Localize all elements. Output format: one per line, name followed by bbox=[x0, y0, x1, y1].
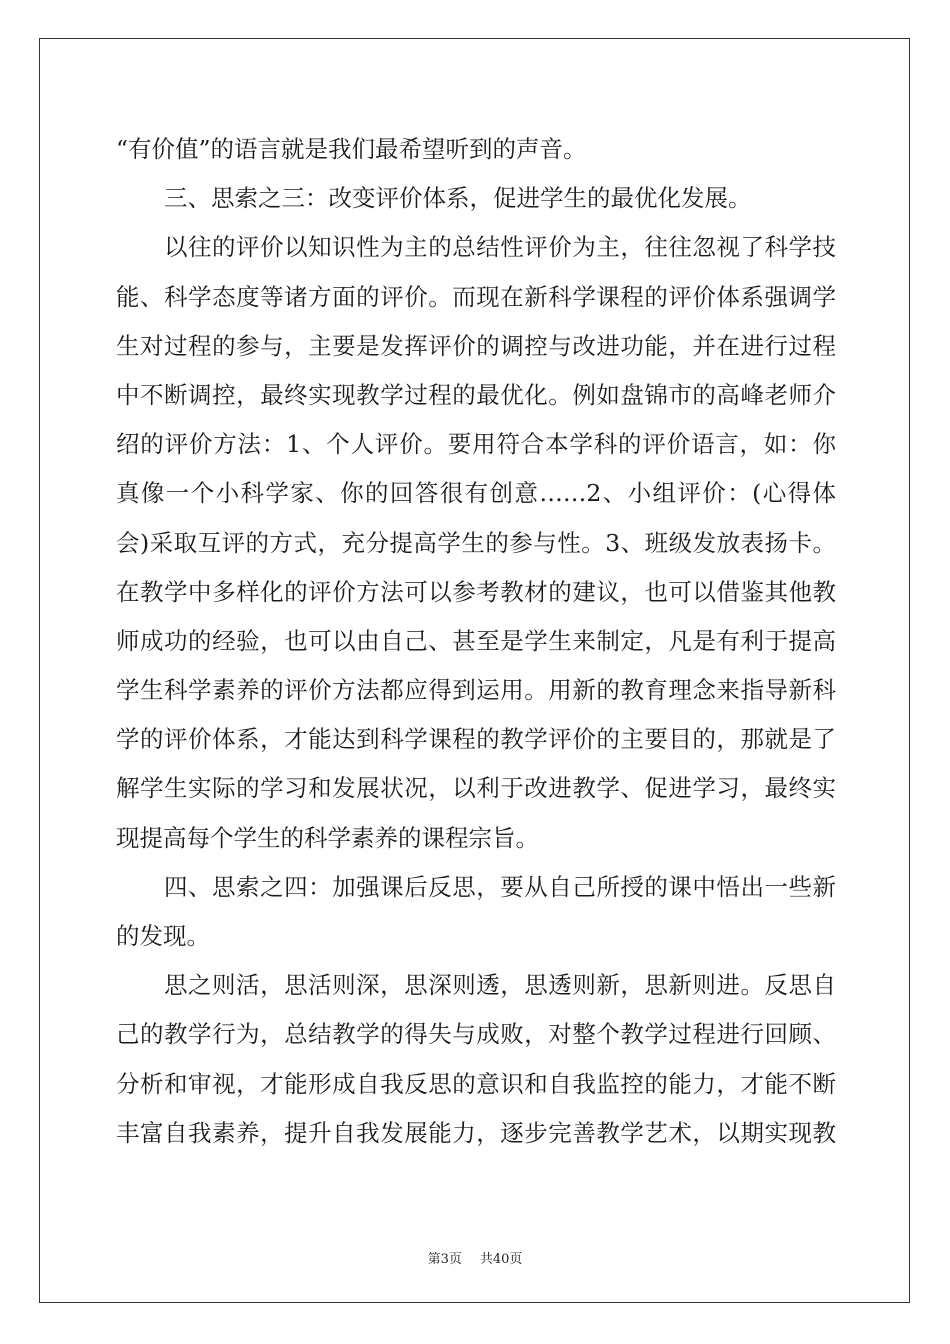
page-total: 共40页 bbox=[479, 1252, 523, 1267]
text-line: 中不断调控，最终实现教学过程的最优化。例如盘锦市的高峰老师介 bbox=[116, 380, 836, 409]
text-line: 分析和审视，才能形成自我反思的意识和自我监控的能力，才能不断 bbox=[116, 1069, 836, 1098]
text-line: 绍的评价方法：1、个人评价。要用符合本学科的评价语言，如：你 bbox=[116, 430, 836, 459]
text-line: 能、科学态度等诸方面的评价。而现在新科学课程的评价体系强调学 bbox=[116, 282, 836, 311]
text-line: 三、思索之三：改变评价体系，促进学生的最优化发展。 bbox=[164, 184, 752, 213]
text-line: 学生科学素养的评价方法都应得到运用。用新的教育理念来指导新科 bbox=[116, 676, 836, 705]
page-number: 第3页 bbox=[427, 1252, 462, 1267]
text-line: 在教学中多样化的评价方法可以参考教材的建议，也可以借鉴其他教 bbox=[116, 577, 836, 606]
text-line: 学的评价体系，才能达到科学课程的教学评价的主要目的，那就是了 bbox=[116, 725, 836, 754]
text-line: 己的教学行为，总结教学的得失与成败，对整个教学过程进行回顾、 bbox=[116, 1020, 836, 1049]
text-line: 生对过程的参与，主要是发挥评价的调控与改进功能，并在进行过程 bbox=[116, 331, 836, 360]
text-line: 丰富自我素养，提升自我发展能力，逐步完善教学艺术，以期实现教 bbox=[116, 1118, 836, 1147]
text-line: 解学生实际的学习和发展状况，以利于改进教学、促进学习，最终实 bbox=[116, 774, 836, 803]
text-line: “有价值”的语言就是我们最希望听到的声音。 bbox=[116, 135, 587, 163]
document-body bbox=[116, 125, 836, 1158]
text-line: 思之则活，思活则深，思深则透，思透则新，思新则进。反思自 bbox=[164, 971, 836, 1000]
text-line: 师成功的经验，也可以由自己、甚至是学生来制定，凡是有利于提高 bbox=[116, 626, 836, 655]
page-footer bbox=[0, 1248, 950, 1267]
text-line: 以往的评价以知识性为主的总结性评价为主，往往忽视了科学技 bbox=[164, 233, 836, 262]
text-line: 现提高每个学生的科学素养的课程宗旨。 bbox=[116, 823, 539, 852]
text-line: 的发现。 bbox=[116, 922, 210, 950]
text-line: 会)采取互评的方式，充分提高学生的参与性。3、班级发放表扬卡。 bbox=[116, 528, 836, 557]
text-line: 真像一个小科学家、你的回答很有创意……2、小组评价：(心得体 bbox=[116, 479, 836, 508]
text-line: 四、思索之四：加强课后反思，要从自己所授的课中悟出一些新 bbox=[164, 872, 836, 901]
